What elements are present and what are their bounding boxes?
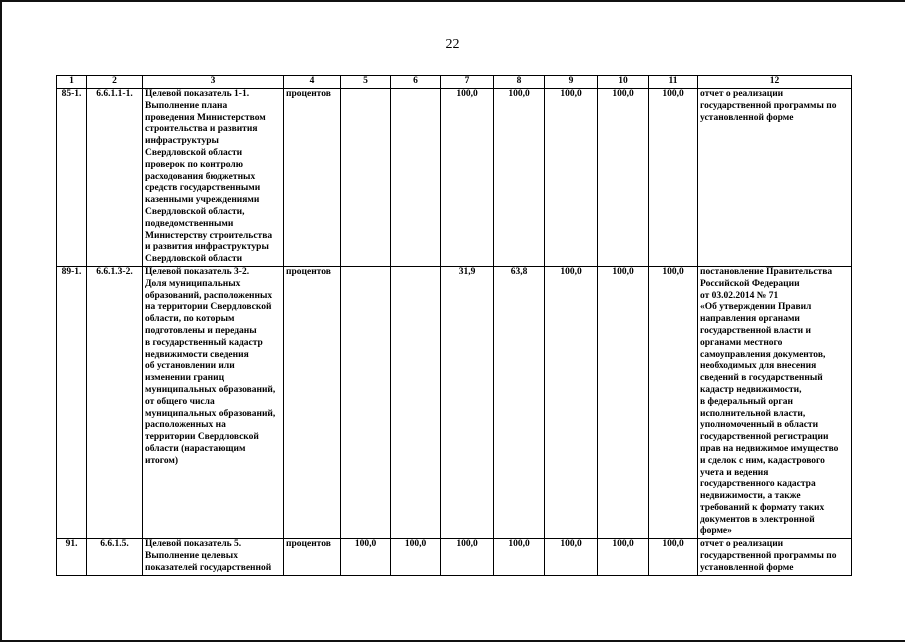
text-line: постановление Правительства xyxy=(700,266,833,277)
row-code: 6.6.1.1-1. xyxy=(87,89,143,267)
text-line: об установлении или xyxy=(145,361,235,372)
column-header: 1 xyxy=(57,76,87,89)
table-row xyxy=(57,89,852,267)
value-cell: 100,0 xyxy=(598,89,649,267)
value-cell: 100,0 xyxy=(494,539,545,575)
column-header: 2 xyxy=(87,76,143,89)
text-line: и развития инфраструктуры xyxy=(145,242,269,253)
text-line: области, по которым xyxy=(145,314,235,325)
text-line: области (нарастающим xyxy=(145,443,246,454)
row-number: 91. xyxy=(57,539,87,575)
value-cell: 100,0 xyxy=(649,89,698,267)
text-line: в федеральный орган xyxy=(700,396,793,407)
source-document xyxy=(698,89,852,267)
text-line: образований, расположенных xyxy=(145,290,273,301)
text-line: установленной форме xyxy=(700,562,794,573)
text-line: требований к формату таких xyxy=(700,502,825,513)
text-line: форме» xyxy=(700,526,732,537)
text-line: инфраструктуры xyxy=(145,136,219,147)
text-line: средств государственными xyxy=(145,183,261,194)
text-line: отчет о реализации xyxy=(700,539,784,550)
text-line: территории Свердловской xyxy=(145,432,259,443)
value-cell: 100,0 xyxy=(545,266,598,538)
column-header: 3 xyxy=(143,76,284,89)
unit: процентов xyxy=(284,266,341,538)
header-row xyxy=(57,76,852,89)
text-line: Целевой показатель 5. xyxy=(145,539,242,550)
value-cell xyxy=(341,266,391,538)
unit: процентов xyxy=(284,539,341,575)
text-line: Свердловской области xyxy=(145,147,243,158)
column-header: 10 xyxy=(598,76,649,89)
text-line: изменении границ xyxy=(145,373,225,384)
text-line: Целевой показатель 1-1. xyxy=(145,89,250,99)
indicator-name xyxy=(143,89,284,267)
unit: процентов xyxy=(284,89,341,267)
text-line: Министерству строительства xyxy=(145,230,273,241)
value-cell: 100,0 xyxy=(598,266,649,538)
column-header: 8 xyxy=(494,76,545,89)
value-cell: 100,0 xyxy=(441,89,494,267)
text-line: необходимых для внесения xyxy=(700,361,817,372)
text-line: исполнительной власти, xyxy=(700,408,806,419)
text-line: государственной программы по xyxy=(700,551,837,562)
text-line: проведения Министерством xyxy=(145,112,266,123)
text-line: недвижимости, а также xyxy=(700,491,801,502)
value-cell: 100,0 xyxy=(441,539,494,575)
indicator-name xyxy=(143,539,284,575)
text-line: на территории Свердловской xyxy=(145,302,272,313)
page-number: 22 xyxy=(445,37,460,52)
indicators-table xyxy=(56,75,852,576)
table-row xyxy=(57,266,852,538)
text-line: муниципальных образований, xyxy=(145,384,276,395)
text-line: подведомственными xyxy=(145,218,234,229)
text-line: государственной власти и xyxy=(700,325,811,336)
column-header: 7 xyxy=(441,76,494,89)
text-line: государственного кадастра xyxy=(700,479,816,490)
value-cell xyxy=(341,89,391,267)
value-cell: 31,9 xyxy=(441,266,494,538)
text-line: учета и ведения xyxy=(700,467,769,478)
text-line: уполномоченный в области xyxy=(700,420,819,431)
text-line: проверок по контролю xyxy=(145,159,243,170)
source-document xyxy=(698,539,852,575)
text-line: Свердловской области, xyxy=(145,206,245,217)
text-line: Выполнение целевых xyxy=(145,551,238,562)
text-line: органами местного xyxy=(700,337,783,348)
text-line: государственной программы по xyxy=(700,100,837,111)
text-line: кадастр недвижимости, xyxy=(700,384,802,395)
value-cell: 63,8 xyxy=(494,266,545,538)
text-line: самоуправления документов, xyxy=(700,349,826,360)
text-line: Свердловской области xyxy=(145,254,243,265)
text-line: от общего числа xyxy=(145,396,215,407)
value-cell: 100,0 xyxy=(391,539,441,575)
text-line: строительства и развития xyxy=(145,124,258,135)
column-header: 11 xyxy=(649,76,698,89)
text-line: Выполнение плана xyxy=(145,100,228,111)
text-line: подготовлены и переданы xyxy=(145,325,257,336)
text-line: сведений в государственный xyxy=(700,373,823,384)
row-number: 85-1. xyxy=(57,89,87,267)
text-line: расположенных на xyxy=(145,420,226,431)
column-header: 5 xyxy=(341,76,391,89)
value-cell xyxy=(391,89,441,267)
text-line: и сделок с ним, кадастрового xyxy=(700,455,825,466)
indicator-name xyxy=(143,266,284,538)
text-line: государственной регистрации xyxy=(700,432,829,443)
text-line: Доля муниципальных xyxy=(145,278,241,289)
text-line: документов в электронной xyxy=(700,514,815,525)
value-cell: 100,0 xyxy=(649,539,698,575)
value-cell: 100,0 xyxy=(598,539,649,575)
text-line: «Об утверждении Правил xyxy=(700,302,812,313)
text-line: в государственный кадастр xyxy=(145,337,263,348)
source-document xyxy=(698,266,852,538)
row-number: 89-1. xyxy=(57,266,87,538)
text-line: Целевой показатель 3-2. xyxy=(145,266,250,277)
text-line: Российской Федерации xyxy=(700,278,800,289)
text-line: направления органами xyxy=(700,314,800,325)
row-code: 6.6.1.3-2. xyxy=(87,266,143,538)
text-line: итогом) xyxy=(145,455,179,466)
text-line: муниципальных образований, xyxy=(145,408,276,419)
text-line: казенными учреждениями xyxy=(145,195,260,206)
value-cell: 100,0 xyxy=(649,266,698,538)
row-code: 6.6.1.5. xyxy=(87,539,143,575)
value-cell xyxy=(391,266,441,538)
value-cell: 100,0 xyxy=(341,539,391,575)
column-header: 12 xyxy=(698,76,852,89)
text-line: отчет о реализации xyxy=(700,89,784,99)
text-line: недвижимости сведения xyxy=(145,349,249,360)
text-line: показателей государственной xyxy=(145,562,272,573)
column-header: 4 xyxy=(284,76,341,89)
value-cell: 100,0 xyxy=(545,89,598,267)
column-header: 9 xyxy=(545,76,598,89)
text-line: установленной форме xyxy=(700,112,794,123)
value-cell: 100,0 xyxy=(494,89,545,267)
column-header: 6 xyxy=(391,76,441,89)
value-cell: 100,0 xyxy=(545,539,598,575)
text-line: от 03.02.2014 № 71 xyxy=(700,290,779,301)
text-line: прав на недвижимое имущество xyxy=(700,443,839,454)
table-row xyxy=(57,539,852,575)
text-line: расходования бюджетных xyxy=(145,171,256,182)
